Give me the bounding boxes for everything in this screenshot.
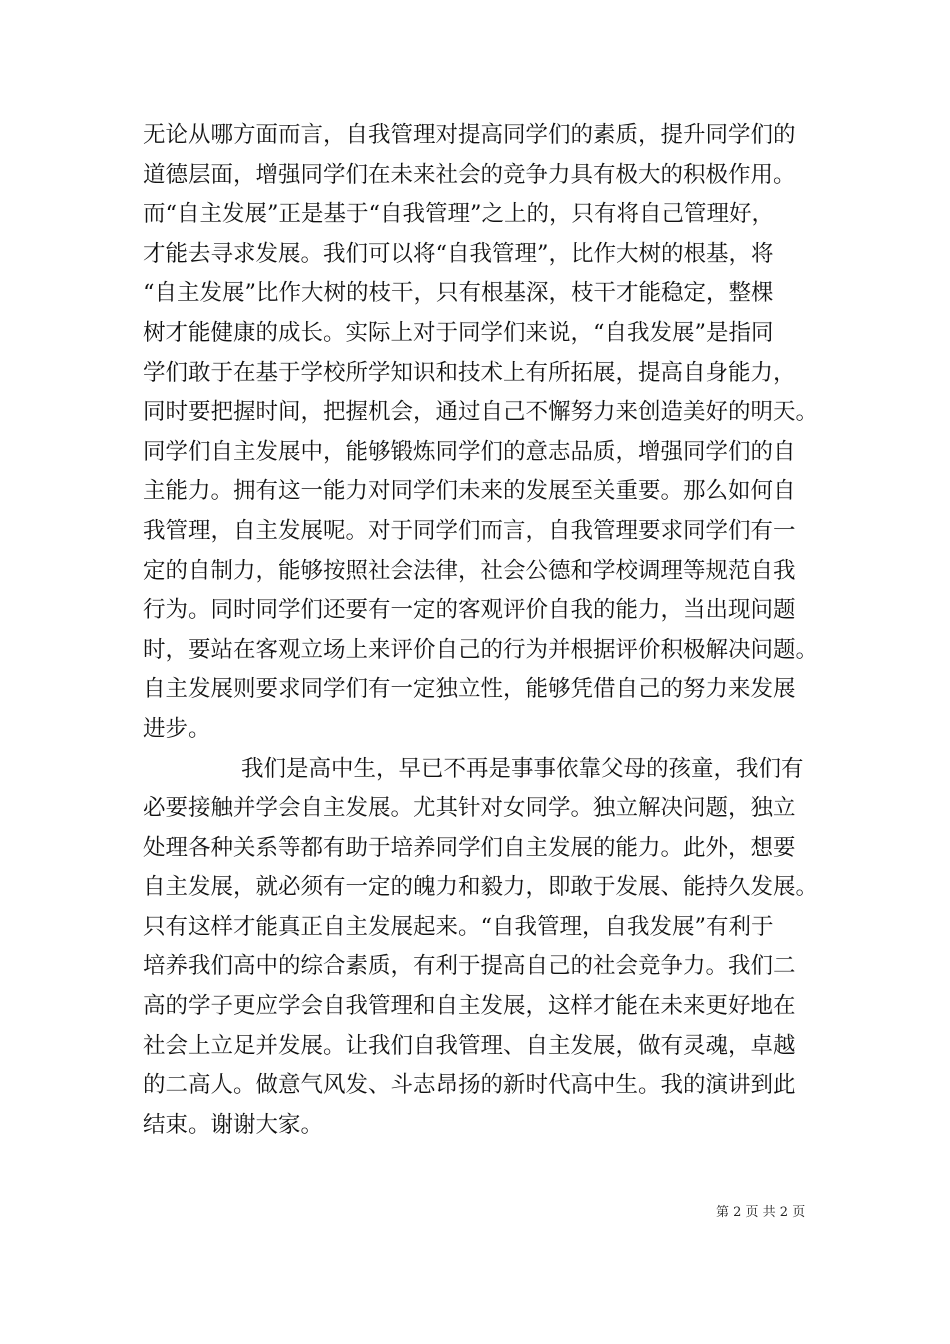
text-line: 高的学子更应学会自我管理和自主发展，这样才能在未来更好地在	[143, 993, 796, 1020]
text-line: 树才能健康的成长。实际上对于同学们来说，“自我发展”是指同	[143, 319, 774, 346]
text-line: 社会上立足并发展。让我们自我管理、自主发展，做有灵魂，卓越	[143, 1032, 796, 1059]
text-line: 同学们自主发展中，能够锻炼同学们的意志品质，增强同学们的自	[143, 438, 796, 465]
text-line: 我管理，自主发展呢。对于同学们而言，自我管理要求同学们有一	[143, 517, 796, 544]
paragraph-start-line: 我们是高中生，早已不再是事事依靠父母的孩童，我们有	[241, 755, 804, 782]
text-line: 而“自主发展”正是基于“自我管理”之上的，只有将自己管理好，	[143, 201, 775, 228]
text-line: 自主发展，就必须有一定的魄力和毅力，即敢于发展、能持久发展。	[143, 874, 819, 901]
text-line: “自主发展”比作大树的枝干，只有根基深，枝干才能稳定，整棵	[143, 280, 774, 307]
text-line: 处理各种关系等都有助于培养同学们自主发展的能力。此外，想要	[143, 834, 796, 861]
text-line: 时，要站在客观立场上来评价自己的行为并根据评价积极解决问题。	[143, 636, 819, 663]
text-line: 结束。谢谢大家。	[143, 1111, 324, 1138]
text-line: 培养我们高中的综合素质，有利于提高自己的社会竞争力。我们二	[143, 953, 796, 980]
text-line: 无论从哪方面而言，自我管理对提高同学们的素质，提升同学们的	[143, 122, 796, 148]
body-text	[143, 116, 819, 1145]
text-line: 必要接触并学会自主发展。尤其针对女同学。独立解决问题，独立	[143, 795, 796, 822]
text-line: 的二高人。做意气风发、斗志昂扬的新时代高中生。我的演讲到此	[143, 1072, 796, 1099]
text-line: 道德层面，增强同学们在未来社会的竞争力具有极大的积极作用。	[143, 161, 796, 188]
text-line: 定的自制力，能够按照社会法律，社会公德和学校调理等规范自我	[143, 557, 796, 584]
text-line: 同时要把握时间，把握机会，通过自己不懈努力来创造美好的明天。	[143, 399, 819, 426]
text-line: 自主发展则要求同学们有一定独立性，能够凭借自己的努力来发展	[143, 676, 796, 703]
text-line: 主能力。拥有这一能力对同学们未来的发展至关重要。那么如何自	[143, 478, 796, 505]
text-line: 只有这样才能真正自主发展起来。“自我管理，自我发展”有利于	[143, 913, 774, 940]
text-line: 学们敢于在基于学校所学知识和技术上有所拓展，提高自身能力，	[143, 359, 796, 386]
text-line: 进步。	[143, 715, 211, 742]
text-line: 行为。同时同学们还要有一定的客观评价自我的能力，当出现问题	[143, 597, 796, 624]
page-number-footer: 第 2 页 共 2 页	[716, 1205, 806, 1220]
text-line: 才能去寻求发展。我们可以将“自我管理”，比作大树的根基，将	[143, 240, 774, 267]
